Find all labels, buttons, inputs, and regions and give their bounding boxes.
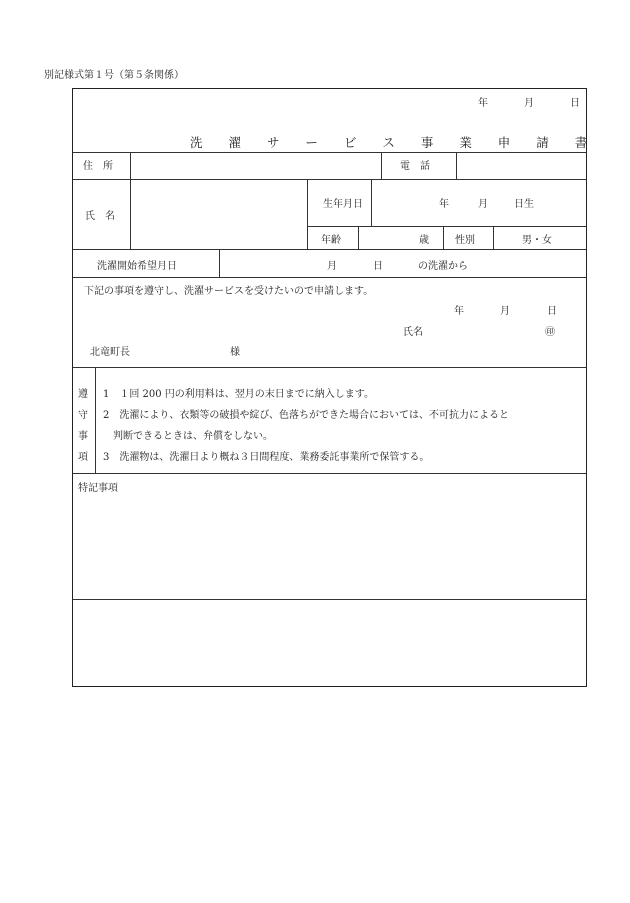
divider (73, 179, 586, 180)
start-month-unit: 月 (327, 261, 337, 272)
date-day: 日 (570, 98, 580, 109)
birthdate-label: 生年月日 (323, 199, 363, 210)
birth-day-unit: 日生 (514, 199, 534, 210)
divider (73, 367, 586, 368)
rule-item: 判断できるときは、弁償をしない。 (103, 431, 273, 442)
divider (456, 152, 457, 179)
divider (73, 249, 586, 250)
sex-label: 性別 (455, 235, 475, 246)
start-day-unit: 日 (373, 261, 383, 272)
divider (219, 249, 220, 277)
addressee-honorific: 様 (230, 347, 240, 358)
divider (130, 152, 131, 249)
form-title: 洗 濯 サ ー ビ ス 事 業 申 請 書 (190, 135, 599, 150)
rules-label-char: 事 (78, 431, 88, 442)
divider (371, 179, 372, 226)
sex-choice: 男・女 (522, 235, 552, 246)
divider (358, 226, 359, 249)
divider (73, 277, 586, 278)
application-form (72, 88, 599, 687)
name-label: 氏 名 (85, 211, 115, 222)
applicant-name-label: 氏名 (403, 327, 423, 338)
rule-item: 1 １回 200 円の利用料は、翌月の末日までに納入します。 (103, 389, 375, 400)
rules-label-char: 守 (78, 410, 88, 421)
start-suffix: の洗濯から (418, 261, 468, 272)
addressee: 北竜町長 (90, 347, 130, 358)
divider (381, 152, 382, 179)
special-notes-label: 特記事項 (78, 483, 118, 494)
divider (443, 226, 444, 249)
date-year: 年 (478, 98, 488, 109)
divider (73, 152, 586, 153)
rules-label-char: 項 (78, 452, 88, 463)
divider (493, 226, 494, 249)
divider (73, 599, 586, 600)
declaration-text: 下記の事項を遵守し、洗濯サービスを受けたいので申請します。 (84, 286, 374, 297)
age-unit: 歳 (419, 235, 429, 246)
rules-label-char: 遵 (78, 389, 88, 400)
divider (307, 226, 586, 227)
birth-year-unit: 年 (439, 199, 449, 210)
declaration-year: 年 (454, 306, 464, 317)
start-date-label: 洗濯開始希望月日 (97, 261, 177, 272)
rule-item: 2 洗濯により、衣類等の破損や綻び、色落ちができた場合においては、不可抗力によると (103, 410, 509, 421)
date-month: 月 (524, 98, 534, 109)
seal-mark: ㊞ (545, 327, 555, 338)
divider (73, 473, 586, 474)
rule-item: 3 洗濯物は、洗濯日より概ね３日間程度、業務委託事業所で保管する。 (103, 452, 430, 463)
address-label: 住 所 (83, 161, 113, 172)
phone-label: 電 話 (400, 161, 430, 172)
divider (307, 179, 308, 249)
birth-month-unit: 月 (478, 199, 488, 210)
form-number: 別記様式第１号（第５条関係） (44, 70, 184, 81)
age-label: 年齢 (321, 235, 341, 246)
declaration-month: 月 (500, 306, 510, 317)
divider (95, 367, 96, 473)
declaration-day: 日 (547, 306, 557, 317)
